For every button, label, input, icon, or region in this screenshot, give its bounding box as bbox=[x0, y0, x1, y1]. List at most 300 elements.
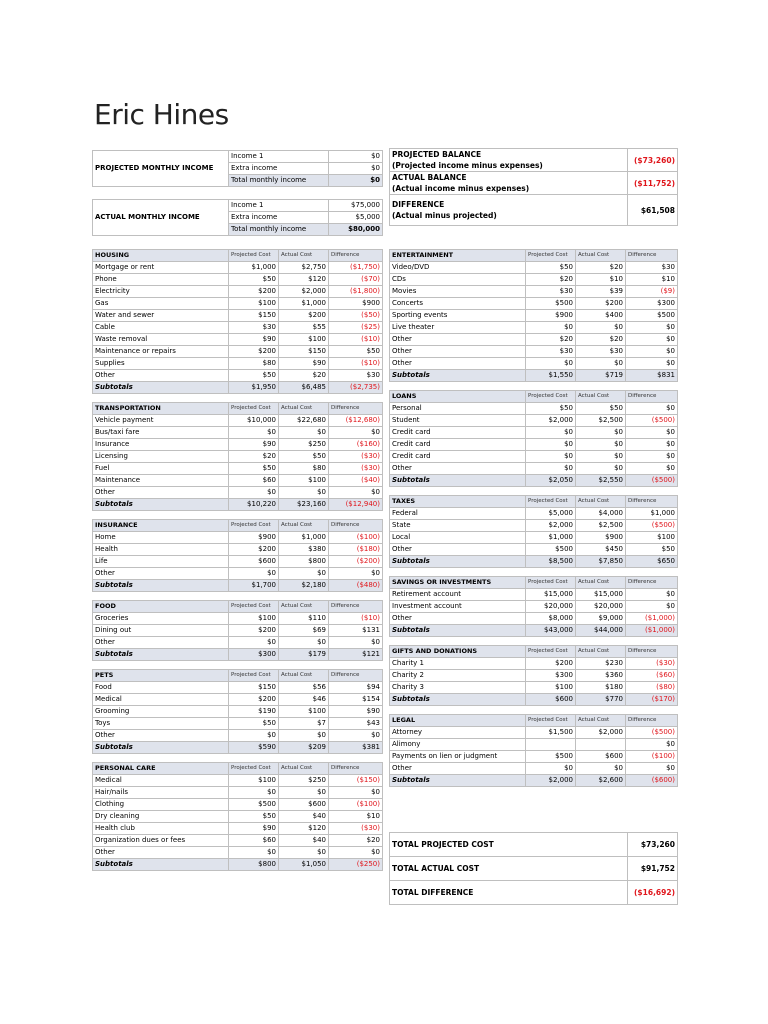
expense-table-legal bbox=[389, 714, 678, 787]
row-label: Maintenance bbox=[93, 475, 229, 487]
column-header-actual: Actual Cost bbox=[279, 670, 329, 682]
actual-cost: $55 bbox=[279, 322, 329, 334]
subtotal-value: $43,000 bbox=[526, 625, 576, 637]
difference: ($30) bbox=[329, 823, 383, 835]
actual-cost: $380 bbox=[279, 544, 329, 556]
subtotal-label: Subtotals bbox=[390, 556, 526, 568]
projected-cost: $0 bbox=[526, 322, 576, 334]
difference: ($500) bbox=[626, 415, 678, 427]
row-label: Fuel bbox=[93, 463, 229, 475]
projected-cost: $0 bbox=[229, 487, 279, 499]
subtotal-value: $1,950 bbox=[229, 382, 279, 394]
page-title: Eric Hines bbox=[94, 98, 229, 131]
table-row bbox=[390, 520, 678, 532]
row-label: Attorney bbox=[390, 727, 526, 739]
income-label: Income 1 bbox=[229, 200, 329, 212]
income-value: $0 bbox=[329, 163, 383, 175]
actual-cost: $120 bbox=[279, 823, 329, 835]
actual-cost: $0 bbox=[576, 463, 626, 475]
actual-income-label: ACTUAL MONTHLY INCOME bbox=[93, 200, 229, 236]
difference: ($10) bbox=[329, 358, 383, 370]
table-row bbox=[390, 544, 678, 556]
income-total: $0 bbox=[329, 175, 383, 187]
table-row bbox=[93, 568, 383, 580]
column-header-projected: Projected Cost bbox=[229, 763, 279, 775]
column-header-difference: Difference bbox=[329, 601, 383, 613]
left-expense-column bbox=[92, 249, 383, 879]
table-row bbox=[390, 613, 678, 625]
subtotal-value: $1,700 bbox=[229, 580, 279, 592]
column-header-difference: Difference bbox=[329, 520, 383, 532]
row-label: Life bbox=[93, 556, 229, 568]
difference: ($50) bbox=[329, 310, 383, 322]
actual-cost: $10 bbox=[576, 274, 626, 286]
table-row bbox=[93, 451, 383, 463]
subtotal-value: ($250) bbox=[329, 859, 383, 871]
subtotal-value: $300 bbox=[229, 649, 279, 661]
actual-cost: $7 bbox=[279, 718, 329, 730]
table-row bbox=[390, 415, 678, 427]
expense-table-pets bbox=[92, 669, 383, 754]
expense-table-personal-care bbox=[92, 762, 383, 871]
total-difference-value: ($16,692) bbox=[628, 881, 678, 905]
column-header-projected: Projected Cost bbox=[526, 577, 576, 589]
actual-cost: $800 bbox=[279, 556, 329, 568]
difference: ($9) bbox=[626, 286, 678, 298]
table-row bbox=[93, 556, 383, 568]
difference: $0 bbox=[626, 322, 678, 334]
projected-cost: $15,000 bbox=[526, 589, 576, 601]
difference: $0 bbox=[626, 427, 678, 439]
difference: $0 bbox=[329, 568, 383, 580]
actual-cost: $600 bbox=[279, 799, 329, 811]
column-header-difference: Difference bbox=[626, 577, 678, 589]
actual-cost: $1,000 bbox=[279, 298, 329, 310]
difference: $0 bbox=[329, 427, 383, 439]
table-row bbox=[93, 787, 383, 799]
projected-cost: $20 bbox=[526, 274, 576, 286]
projected-cost: $200 bbox=[229, 625, 279, 637]
difference: ($25) bbox=[329, 322, 383, 334]
row-label: Other bbox=[93, 637, 229, 649]
projected-cost: $1,000 bbox=[526, 532, 576, 544]
difference: ($10) bbox=[329, 613, 383, 625]
row-label: Personal bbox=[390, 403, 526, 415]
subtotal-value: $719 bbox=[576, 370, 626, 382]
column-header-difference: Difference bbox=[329, 250, 383, 262]
row-label: Charity 3 bbox=[390, 682, 526, 694]
table-row bbox=[390, 658, 678, 670]
difference: ($12,680) bbox=[329, 415, 383, 427]
difference: $10 bbox=[626, 274, 678, 286]
actual-cost: $600 bbox=[576, 751, 626, 763]
column-header-actual: Actual Cost bbox=[576, 391, 626, 403]
row-label: Other bbox=[390, 463, 526, 475]
projected-cost: $500 bbox=[526, 544, 576, 556]
row-label: Local bbox=[390, 532, 526, 544]
difference: $131 bbox=[329, 625, 383, 637]
table-row bbox=[390, 508, 678, 520]
actual-cost: $40 bbox=[279, 811, 329, 823]
section-title: FOOD bbox=[93, 601, 229, 613]
subtotal-label: Subtotals bbox=[93, 382, 229, 394]
difference: $30 bbox=[329, 370, 383, 382]
subtotal-value: $7,850 bbox=[576, 556, 626, 568]
difference: $500 bbox=[626, 310, 678, 322]
difference: $0 bbox=[626, 763, 678, 775]
actual-cost: $0 bbox=[279, 847, 329, 859]
total-actual-label: TOTAL ACTUAL COST bbox=[390, 857, 628, 881]
projected-cost: $90 bbox=[229, 823, 279, 835]
row-label: Electricity bbox=[93, 286, 229, 298]
actual-cost: $20,000 bbox=[576, 601, 626, 613]
row-label: Food bbox=[93, 682, 229, 694]
row-label: Video/DVD bbox=[390, 262, 526, 274]
row-label: Organization dues or fees bbox=[93, 835, 229, 847]
projected-cost: $50 bbox=[229, 274, 279, 286]
row-label: Other bbox=[93, 487, 229, 499]
row-label: Other bbox=[390, 346, 526, 358]
section-title: TRANSPORTATION bbox=[93, 403, 229, 415]
balance-value: ($11,752) bbox=[628, 172, 678, 195]
difference: $0 bbox=[626, 601, 678, 613]
projected-cost: $200 bbox=[229, 286, 279, 298]
subtotal-value: $23,160 bbox=[279, 499, 329, 511]
row-label: Other bbox=[93, 847, 229, 859]
actual-cost: $100 bbox=[279, 475, 329, 487]
subtotal-value: $179 bbox=[279, 649, 329, 661]
actual-cost: $50 bbox=[576, 403, 626, 415]
difference: ($70) bbox=[329, 274, 383, 286]
row-label: Credit card bbox=[390, 439, 526, 451]
table-row bbox=[390, 310, 678, 322]
projected-income-block bbox=[92, 150, 383, 187]
section-title: PERSONAL CARE bbox=[93, 763, 229, 775]
difference: $0 bbox=[626, 739, 678, 751]
row-label: Alimony bbox=[390, 739, 526, 751]
subtotal-value: $8,500 bbox=[526, 556, 576, 568]
column-header-actual: Actual Cost bbox=[576, 250, 626, 262]
difference: ($200) bbox=[329, 556, 383, 568]
actual-cost: $40 bbox=[279, 835, 329, 847]
table-row bbox=[390, 334, 678, 346]
actual-cost: $400 bbox=[576, 310, 626, 322]
income-value: $5,000 bbox=[329, 212, 383, 224]
table-row bbox=[93, 310, 383, 322]
column-header-actual: Actual Cost bbox=[576, 496, 626, 508]
difference: ($500) bbox=[626, 727, 678, 739]
subtotal-label: Subtotals bbox=[390, 370, 526, 382]
table-row bbox=[93, 262, 383, 274]
subtotal-value: $2,050 bbox=[526, 475, 576, 487]
balance-label: PROJECTED BALANCE (Projected income minus expenses) bbox=[390, 149, 628, 172]
section-title: PETS bbox=[93, 670, 229, 682]
right-expense-column bbox=[389, 249, 678, 795]
actual-cost: $30 bbox=[576, 346, 626, 358]
table-row bbox=[93, 463, 383, 475]
column-header-actual: Actual Cost bbox=[279, 763, 329, 775]
difference: ($180) bbox=[329, 544, 383, 556]
table-row bbox=[93, 811, 383, 823]
subtotal-value: $600 bbox=[526, 694, 576, 706]
table-row bbox=[93, 799, 383, 811]
income-label: Income 1 bbox=[229, 151, 329, 163]
expense-table-food bbox=[92, 600, 383, 661]
table-row bbox=[93, 775, 383, 787]
row-label: Waste removal bbox=[93, 334, 229, 346]
table-row bbox=[93, 835, 383, 847]
actual-cost bbox=[576, 739, 626, 751]
table-row bbox=[93, 718, 383, 730]
row-label: Grooming bbox=[93, 706, 229, 718]
actual-cost: $0 bbox=[279, 568, 329, 580]
column-header-difference: Difference bbox=[626, 250, 678, 262]
projected-cost: $50 bbox=[526, 262, 576, 274]
table-row bbox=[93, 286, 383, 298]
actual-cost: $0 bbox=[576, 322, 626, 334]
table-row bbox=[390, 322, 678, 334]
column-header-difference: Difference bbox=[626, 391, 678, 403]
projected-cost: $60 bbox=[229, 475, 279, 487]
projected-cost: $50 bbox=[229, 718, 279, 730]
balance-value: ($73,260) bbox=[628, 149, 678, 172]
projected-cost: $0 bbox=[229, 568, 279, 580]
row-label: Hair/nails bbox=[93, 787, 229, 799]
difference: $0 bbox=[626, 589, 678, 601]
actual-cost: $120 bbox=[279, 274, 329, 286]
projected-cost: $0 bbox=[229, 637, 279, 649]
column-header-actual: Actual Cost bbox=[576, 715, 626, 727]
subtotal-value: ($1,000) bbox=[626, 625, 678, 637]
table-row bbox=[390, 346, 678, 358]
subtotal-value: $800 bbox=[229, 859, 279, 871]
difference: $0 bbox=[329, 730, 383, 742]
table-row bbox=[390, 727, 678, 739]
row-label: Groceries bbox=[93, 613, 229, 625]
projected-cost: $500 bbox=[229, 799, 279, 811]
projected-cost: $900 bbox=[526, 310, 576, 322]
row-label: CDs bbox=[390, 274, 526, 286]
actual-cost: $50 bbox=[279, 451, 329, 463]
projected-cost: $50 bbox=[229, 463, 279, 475]
table-row bbox=[93, 823, 383, 835]
table-row bbox=[390, 286, 678, 298]
difference: $0 bbox=[626, 403, 678, 415]
actual-cost: $69 bbox=[279, 625, 329, 637]
projected-cost: $90 bbox=[229, 439, 279, 451]
income-total: $80,000 bbox=[329, 224, 383, 236]
projected-cost: $30 bbox=[526, 286, 576, 298]
table-row bbox=[93, 322, 383, 334]
section-title: SAVINGS OR INVESTMENTS bbox=[390, 577, 526, 589]
table-row bbox=[390, 589, 678, 601]
income-value: $75,000 bbox=[329, 200, 383, 212]
table-row bbox=[93, 847, 383, 859]
projected-cost: $190 bbox=[229, 706, 279, 718]
table-row bbox=[93, 439, 383, 451]
section-title: HOUSING bbox=[93, 250, 229, 262]
table-row bbox=[390, 601, 678, 613]
projected-cost: $80 bbox=[229, 358, 279, 370]
row-label: Insurance bbox=[93, 439, 229, 451]
table-row bbox=[390, 274, 678, 286]
row-label: Dining out bbox=[93, 625, 229, 637]
table-row bbox=[93, 274, 383, 286]
column-header-projected: Projected Cost bbox=[526, 250, 576, 262]
row-label: Medical bbox=[93, 775, 229, 787]
expense-table-insurance bbox=[92, 519, 383, 592]
difference: $50 bbox=[626, 544, 678, 556]
actual-cost: $22,680 bbox=[279, 415, 329, 427]
table-row bbox=[390, 763, 678, 775]
table-row bbox=[93, 415, 383, 427]
projected-cost: $50 bbox=[229, 370, 279, 382]
difference: ($40) bbox=[329, 475, 383, 487]
subtotal-label: Subtotals bbox=[390, 775, 526, 787]
expense-table-transportation bbox=[92, 402, 383, 511]
difference: ($30) bbox=[329, 451, 383, 463]
row-label: Sporting events bbox=[390, 310, 526, 322]
row-label: Gas bbox=[93, 298, 229, 310]
actual-cost: $100 bbox=[279, 706, 329, 718]
row-label: Home bbox=[93, 532, 229, 544]
difference: $0 bbox=[329, 847, 383, 859]
actual-cost: $0 bbox=[279, 487, 329, 499]
actual-cost: $20 bbox=[576, 262, 626, 274]
subtotal-value: $121 bbox=[329, 649, 383, 661]
subtotal-value: $770 bbox=[576, 694, 626, 706]
subtotal-value: $1,050 bbox=[279, 859, 329, 871]
difference: $30 bbox=[626, 262, 678, 274]
difference: ($60) bbox=[626, 670, 678, 682]
subtotal-value: $10,220 bbox=[229, 499, 279, 511]
subtotal-label: Subtotals bbox=[93, 649, 229, 661]
subtotal-value: ($480) bbox=[329, 580, 383, 592]
table-row bbox=[93, 637, 383, 649]
row-label: Other bbox=[93, 568, 229, 580]
actual-cost: $1,000 bbox=[279, 532, 329, 544]
table-row bbox=[390, 298, 678, 310]
section-title: GIFTS AND DONATIONS bbox=[390, 646, 526, 658]
projected-cost: $30 bbox=[229, 322, 279, 334]
difference: ($1,000) bbox=[626, 613, 678, 625]
section-title: INSURANCE bbox=[93, 520, 229, 532]
actual-cost: $0 bbox=[576, 358, 626, 370]
difference: ($500) bbox=[626, 520, 678, 532]
projected-cost: $0 bbox=[526, 427, 576, 439]
row-label: Bus/taxi fare bbox=[93, 427, 229, 439]
actual-cost: $0 bbox=[279, 730, 329, 742]
actual-cost: $110 bbox=[279, 613, 329, 625]
column-header-actual: Actual Cost bbox=[576, 577, 626, 589]
column-header-difference: Difference bbox=[329, 670, 383, 682]
projected-cost: $0 bbox=[526, 763, 576, 775]
table-row bbox=[93, 427, 383, 439]
row-label: Clothing bbox=[93, 799, 229, 811]
subtotal-value: $6,485 bbox=[279, 382, 329, 394]
actual-cost: $0 bbox=[279, 787, 329, 799]
difference: ($1,800) bbox=[329, 286, 383, 298]
actual-cost: $39 bbox=[576, 286, 626, 298]
expense-table-entertainment bbox=[389, 249, 678, 382]
row-label: Federal bbox=[390, 508, 526, 520]
projected-cost: $20,000 bbox=[526, 601, 576, 613]
subtotal-value: $2,600 bbox=[576, 775, 626, 787]
table-row bbox=[93, 532, 383, 544]
actual-cost: $20 bbox=[576, 334, 626, 346]
table-row bbox=[93, 706, 383, 718]
column-header-actual: Actual Cost bbox=[576, 646, 626, 658]
subtotal-value: $44,000 bbox=[576, 625, 626, 637]
row-label: Toys bbox=[93, 718, 229, 730]
row-label: Other bbox=[390, 334, 526, 346]
actual-cost: $15,000 bbox=[576, 589, 626, 601]
expense-table-savings-or-investments bbox=[389, 576, 678, 637]
difference: $0 bbox=[626, 439, 678, 451]
projected-cost: $2,000 bbox=[526, 520, 576, 532]
income-label: Total monthly income bbox=[229, 224, 329, 236]
actual-cost: $250 bbox=[279, 775, 329, 787]
projected-cost: $500 bbox=[526, 298, 576, 310]
table-row bbox=[390, 439, 678, 451]
actual-cost: $230 bbox=[576, 658, 626, 670]
column-header-difference: Difference bbox=[329, 763, 383, 775]
projected-cost: $60 bbox=[229, 835, 279, 847]
projected-cost: $0 bbox=[229, 787, 279, 799]
difference: ($100) bbox=[329, 799, 383, 811]
actual-cost: $150 bbox=[279, 346, 329, 358]
projected-cost: $30 bbox=[526, 346, 576, 358]
actual-cost: $0 bbox=[279, 637, 329, 649]
projected-cost: $10,000 bbox=[229, 415, 279, 427]
projected-cost: $1,500 bbox=[526, 727, 576, 739]
row-label: Health bbox=[93, 544, 229, 556]
column-header-projected: Projected Cost bbox=[229, 520, 279, 532]
difference: $94 bbox=[329, 682, 383, 694]
difference: $20 bbox=[329, 835, 383, 847]
actual-cost: $9,000 bbox=[576, 613, 626, 625]
difference: ($160) bbox=[329, 439, 383, 451]
actual-cost: $0 bbox=[576, 427, 626, 439]
row-label: Other bbox=[390, 358, 526, 370]
projected-cost: $150 bbox=[229, 310, 279, 322]
difference: $50 bbox=[329, 346, 383, 358]
column-header-actual: Actual Cost bbox=[279, 520, 329, 532]
column-header-projected: Projected Cost bbox=[526, 715, 576, 727]
row-label: Credit card bbox=[390, 451, 526, 463]
column-header-actual: Actual Cost bbox=[279, 601, 329, 613]
projected-cost: $500 bbox=[526, 751, 576, 763]
expense-table-gifts-and-donations bbox=[389, 645, 678, 706]
table-row bbox=[93, 298, 383, 310]
table-row bbox=[93, 346, 383, 358]
section-title: LOANS bbox=[390, 391, 526, 403]
table-row bbox=[93, 730, 383, 742]
total-actual-value: $91,752 bbox=[628, 857, 678, 881]
row-label: Supplies bbox=[93, 358, 229, 370]
projected-cost: $1,000 bbox=[229, 262, 279, 274]
projected-cost: $50 bbox=[229, 811, 279, 823]
projected-cost: $0 bbox=[526, 439, 576, 451]
actual-income-block bbox=[92, 199, 383, 236]
difference: ($100) bbox=[329, 532, 383, 544]
difference: $300 bbox=[626, 298, 678, 310]
balance-label: DIFFERENCE (Actual minus projected) bbox=[390, 195, 628, 226]
projected-cost: $0 bbox=[229, 427, 279, 439]
row-label: Payments on lien or judgment bbox=[390, 751, 526, 763]
subtotal-value: $1,550 bbox=[526, 370, 576, 382]
actual-cost: $2,500 bbox=[576, 520, 626, 532]
